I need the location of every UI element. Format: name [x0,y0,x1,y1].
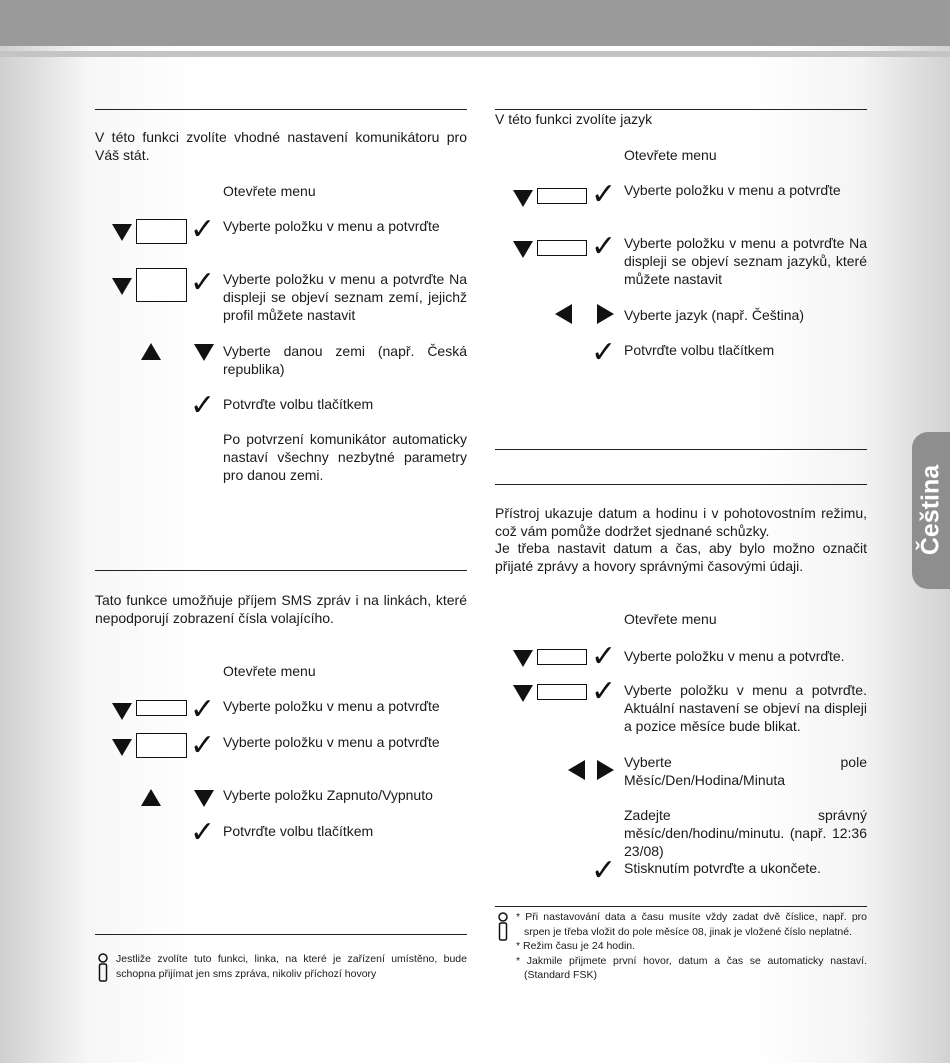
checkmark-icon: ✓ [591,229,617,264]
datetime-step3: Vyberte pole Měsíc/Den/Hodina/Minuta [624,754,867,788]
arrow-left-icon [568,760,585,780]
datetime-open-menu: Otevřete menu [624,611,717,627]
arrow-down-icon [112,739,132,756]
language-intro: V této funkci zvolíte jazyk [495,111,653,127]
info-icon [97,953,109,983]
info-icon [497,912,509,942]
arrow-down-icon [194,344,214,361]
arrow-down-icon [513,650,533,667]
arrow-left-icon [555,304,572,324]
sms-step2: Vyberte položku v menu a potvrďte [223,734,440,750]
checkmark-icon: ✓ [190,728,216,763]
arrow-down-icon [194,790,214,807]
country-step3: Vyberte danou zemi (např. Česká republika) [223,343,467,377]
language-side-tab [912,432,950,589]
checkmark-icon: ✓ [591,674,617,709]
arrow-down-icon [112,703,132,720]
language-open-menu: Otevřete menu [624,147,717,163]
datetime-info-1: * Při nastavování data a času musíte vždy zadat dvě číslice, např. pro srpen je třeba vložit do pole měsíce 08, jinak je vložené číslo neplatné. [516,911,867,938]
arrow-down-icon [112,224,132,241]
datetime-step2: Vyberte položku v menu a potvrďte. Aktuální nastavení se objeví na displeji a pozice měsíce bude blikat. [624,682,867,734]
checkmark-icon: ✓ [591,177,617,212]
arrow-up-icon [141,789,161,806]
checkmark-icon: ✓ [190,815,216,850]
datetime-intro-1: Přístroj ukazuje datum a hodinu i v pohotovostním režimu, což vám pomůže dodržet sjednané schůzky. [495,505,867,539]
section-divider [495,906,867,907]
sms-open-menu: Otevřete menu [223,663,316,679]
section-divider [495,484,867,485]
checkmark-icon: ✓ [190,265,216,300]
arrow-up-icon [141,343,161,360]
datetime-info-3: * Jakmile přijmete první hovor, datum a čas se automaticky nastaví. (Standard FSK) [516,954,867,981]
datetime-info-2: * Režim času je 24 hodin. [516,940,636,952]
checkmark-icon: ✓ [190,692,216,727]
datetime-step1: Vyberte položku v menu a potvrďte. [624,648,845,664]
display-field [136,733,187,758]
display-field [136,219,187,244]
sms-step4: Potvrďte volbu tlačítkem [223,823,374,839]
country-open-menu: Otevřete menu [223,183,316,199]
sms-step1: Vyberte položku v menu a potvrďte [223,698,440,714]
country-step4: Potvrďte volbu tlačítkem [223,396,374,412]
display-field [136,268,187,302]
arrow-down-icon [513,685,533,702]
arrow-down-icon [513,241,533,258]
display-field [537,684,587,700]
country-note: Po potvrzení komunikátor automaticky nastaví všechny nezbytné parametry pro danou zemi. [223,431,467,483]
country-step2: Vyberte položku v menu a potvrďte Na displeji se objeví seznam zemí, jejichž profil můžete nastavit [223,271,467,323]
datetime-info-notes [516,910,867,983]
display-field [537,240,587,256]
arrow-right-icon [597,760,614,780]
language-step3: Vyberte jazyk (např. Čeština) [624,307,804,323]
datetime-step4: Zadejte správný měsíc/den/hodinu/minutu. (např. 12:36 23/08) [624,807,867,859]
datetime-step5: Stisknutím potvrďte a ukončete. [624,860,821,876]
display-field [136,700,187,716]
section-divider [95,934,467,935]
section-divider [495,449,867,450]
checkmark-icon: ✓ [591,639,617,674]
arrow-right-icon [597,304,614,324]
language-step2: Vyberte položku v menu a potvrďte Na displeji se objeví seznam jazyků, které můžete nastavit [624,235,867,287]
display-field [537,188,587,204]
language-step1: Vyberte položku v menu a potvrďte [624,182,841,198]
checkmark-icon: ✓ [190,212,216,247]
country-step1: Vyberte položku v menu a potvrďte [223,218,440,234]
arrow-down-icon [513,190,533,207]
arrow-down-icon [112,278,132,295]
sms-step3: Vyberte položku Zapnuto/Vypnuto [223,787,433,803]
language-side-tab-label: Čeština [916,464,945,556]
sms-intro: Tato funkce umožňuje příjem SMS zpráv i na linkách, které nepodporují zobrazení čísla volajícího. [95,592,467,626]
checkmark-icon: ✓ [190,388,216,423]
section-divider [95,570,467,571]
language-step4: Potvrďte volbu tlačítkem [624,342,775,358]
top-bar [0,0,950,46]
display-field [537,649,587,665]
checkmark-icon: ✓ [591,853,617,888]
checkmark-icon: ✓ [591,335,617,370]
sms-info-text: Jestliže zvolíte tuto funkci, linka, na které je zařízení umístěno, bude schopna přijímat jen sms zpráva, nikoliv příchozí hovory [116,953,467,980]
section-divider [95,109,467,110]
datetime-intro-2: Je třeba nastavit datum a čas, aby bylo možno označit přijaté zprávy a hovory správnými časovými údaji. [495,540,867,574]
top-stripe [0,51,950,57]
country-intro: V této funkci zvolíte vhodné nastavení komunikátoru pro Váš stát. [95,129,467,163]
